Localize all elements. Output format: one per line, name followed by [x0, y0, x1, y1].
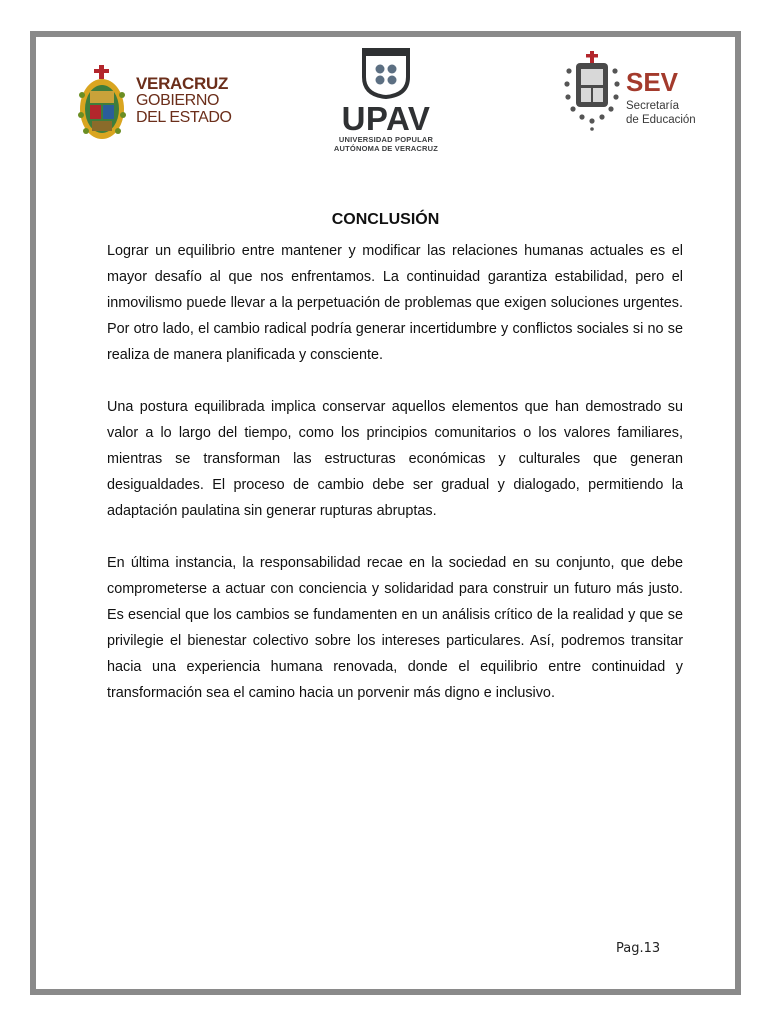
upav-name: UPAV [341, 100, 431, 137]
page-number: Pag.13 [616, 941, 661, 956]
upav-sub-1: UNIVERSIDAD POPULAR [338, 135, 434, 144]
upav-sub-2: AUTÓNOMA DE VERACRUZ [333, 144, 439, 153]
upav-shield-icon [361, 47, 411, 99]
sev-emblem-icon [564, 51, 620, 131]
veracruz-coat-of-arms-icon [76, 65, 128, 143]
sev-secretaria: Secretaría [626, 100, 680, 112]
document-page [30, 31, 741, 995]
veracruz-name: VERACRUZ [136, 74, 229, 93]
paragraph-1: Lograr un equilibrio entre mantener y modificar las relaciones humanas actuales es el mayor desafío al que nos enfrentamos. La continuidad garantiza estabilidad, pero el inmovilismo puede llevar a la perpetuación de problemas que exigen soluciones urgentes. Por otro lado, el cambio radical podría generar incertidumbre y conflictos sociales si no se realiza de manera planificada y consciente. [107, 243, 683, 363]
body-text [107, 238, 683, 732]
upav-logo [326, 47, 446, 167]
paragraph-2: Una postura equilibrada implica conservar aquellos elementos que han demostrado su valor a lo largo del tiempo, como los principios comunitarios o los valores familiares, mientras se transforman las estructuras económicas y culturales que generan desigualdades. El proceso de cambio debe ser gradual y dialogado, permitiendo la adaptación paulatina sin generar rupturas abruptas. [107, 399, 683, 519]
paragraph-3: En última instancia, la responsabilidad recae en la sociedad en su conjunto, que debe comprometerse a actuar con conciencia y solidaridad para construir un futuro más justo. Es esencial que los cambios se fundamenten en un análisis crítico de la realidad y que se privilegie el bienestar colectivo sobre los intereses particulares. Así, podremos transitar hacia una experiencia humana renovada, donde el equilibrio entre continuidad y transformación sea el camino hacia un porvenir más digno e inclusivo. [107, 555, 683, 701]
sev-logo [564, 51, 714, 141]
sev-name: SEV [626, 67, 679, 97]
veracruz-logo [76, 65, 236, 145]
veracruz-del-estado: DEL ESTADO [136, 109, 232, 126]
veracruz-gobierno: GOBIERNO [136, 92, 220, 109]
page-title: CONCLUSIÓN [331, 211, 440, 228]
sev-de-educacion: de Educación [626, 114, 696, 126]
